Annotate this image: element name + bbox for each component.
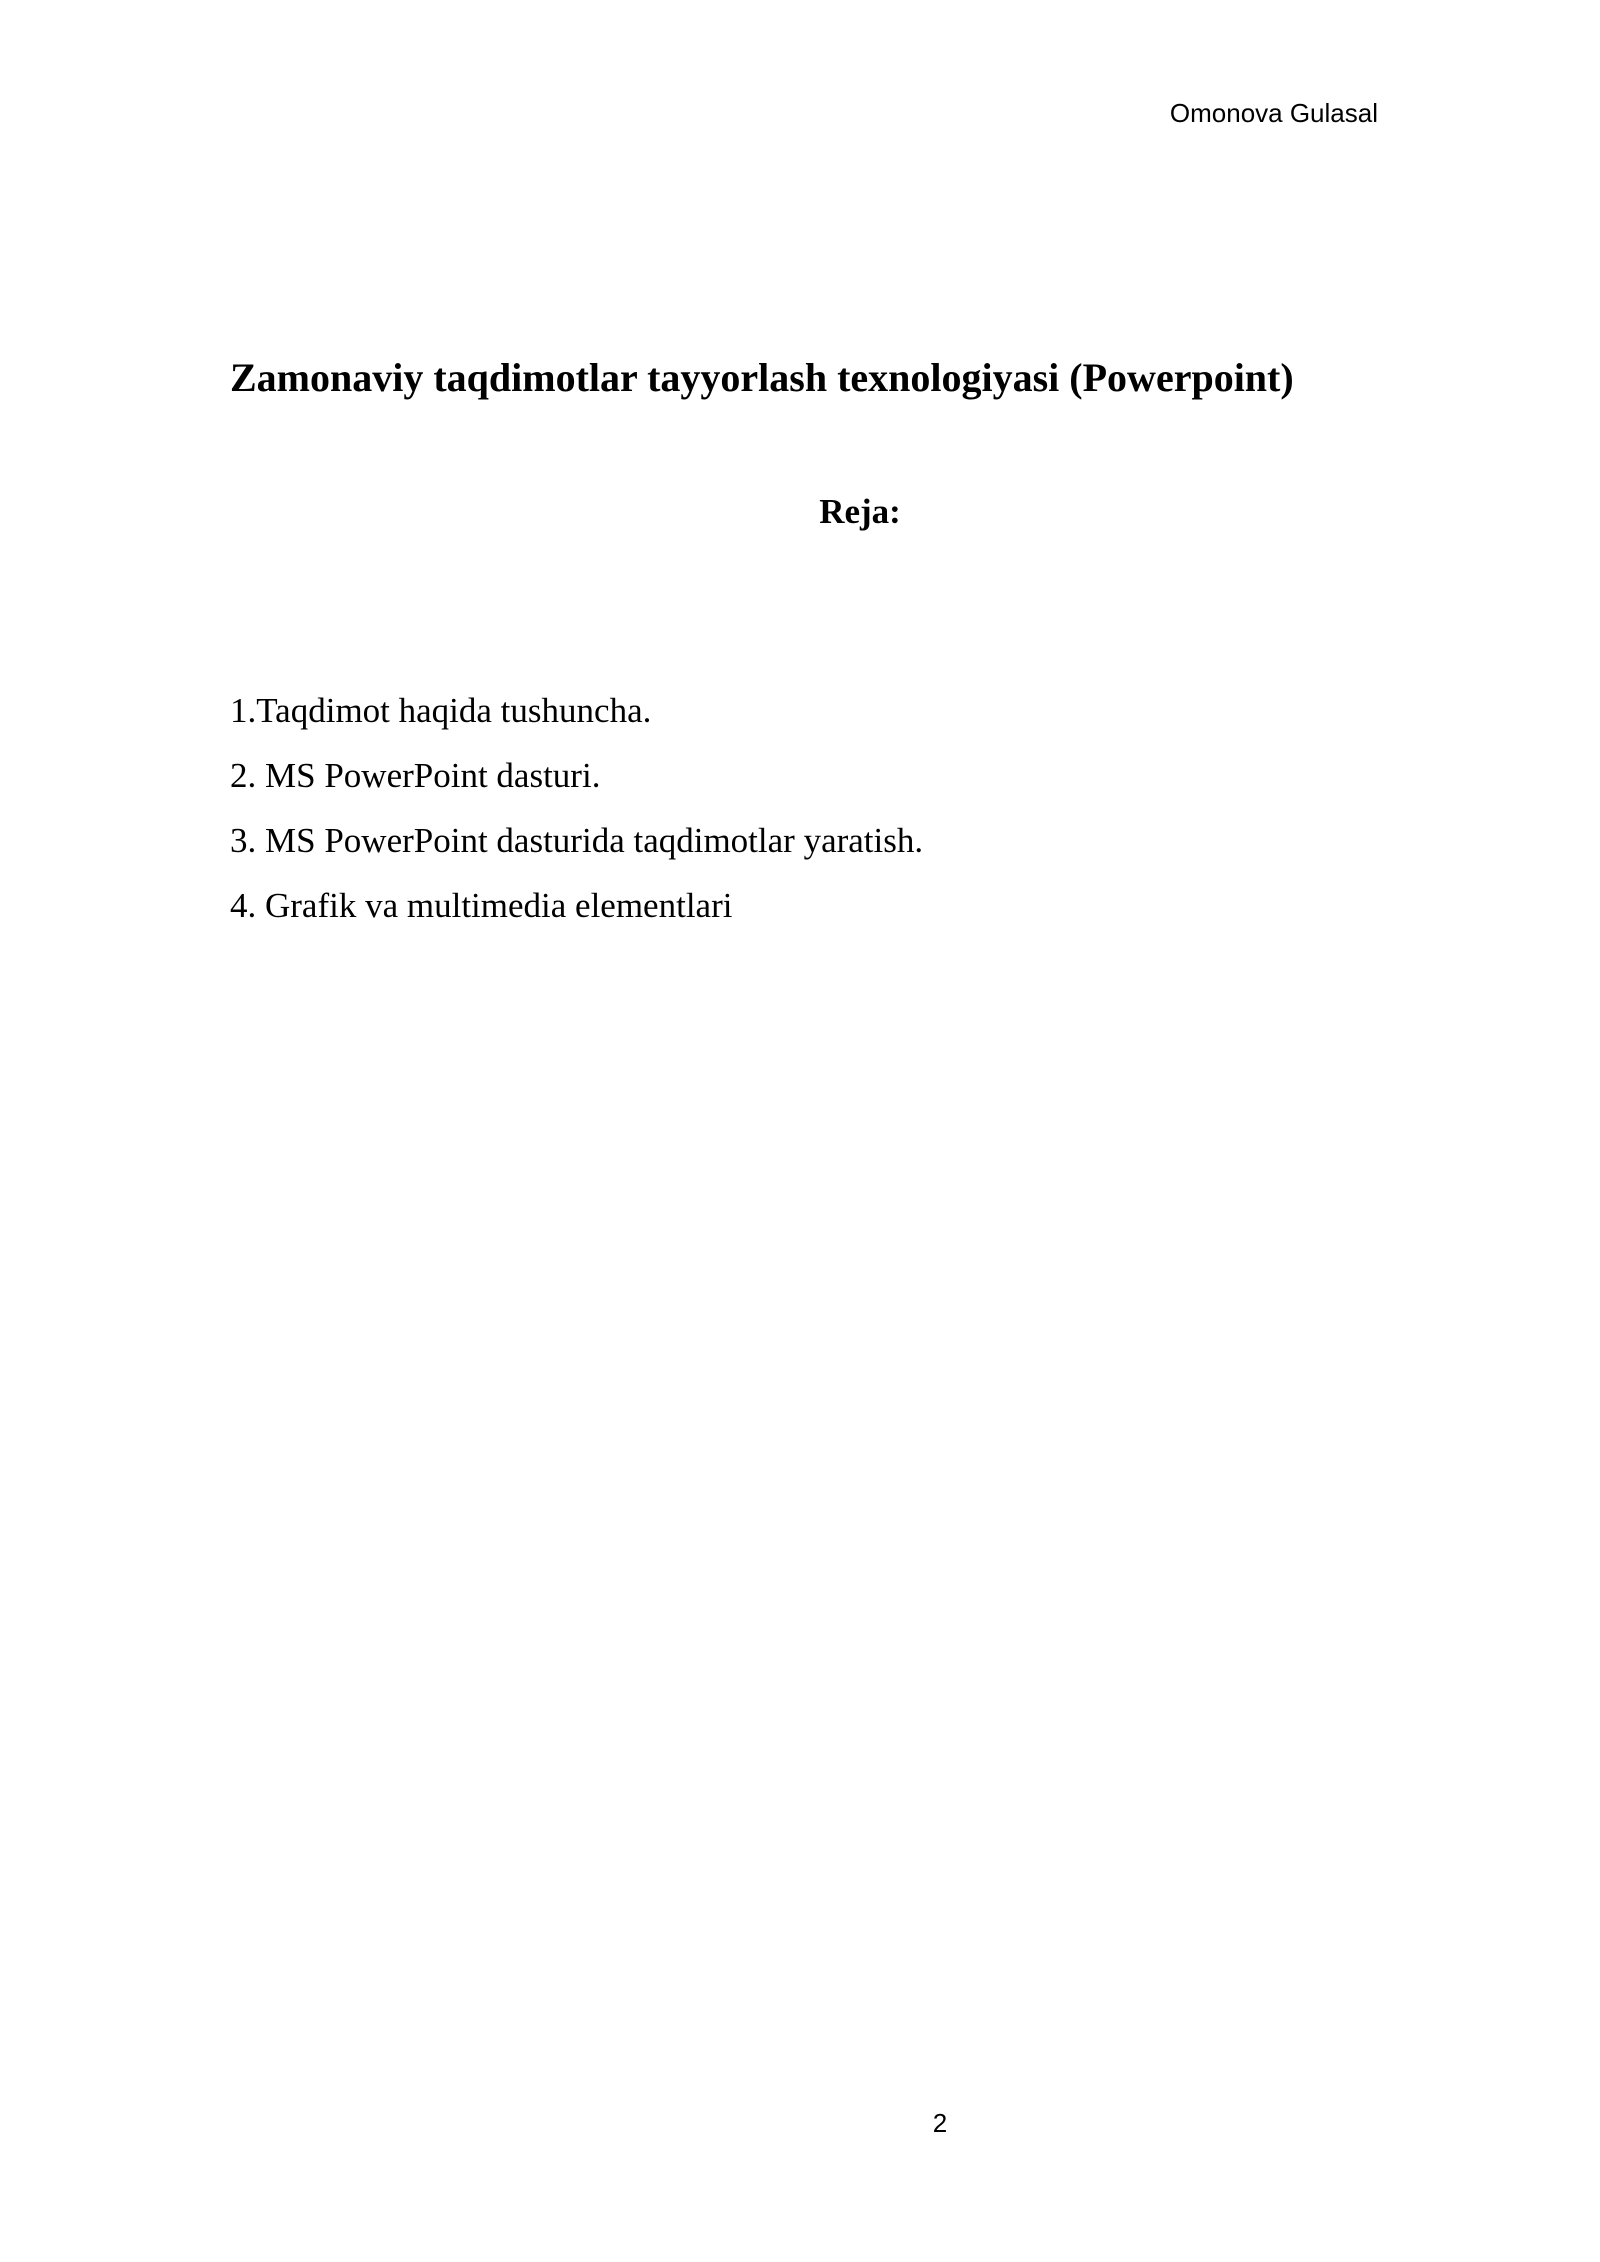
plan-item: 2. MS PowerPoint dasturi. — [230, 756, 601, 795]
plan-item: 4. Grafik va multimedia elementlari — [230, 886, 733, 925]
page-number: 2 — [932, 2108, 948, 2138]
plan-heading: Reja: — [819, 492, 901, 531]
plan-item: 3. MS PowerPoint dasturida taqdimotlar yaratish. — [230, 821, 924, 860]
document-title: Zamonaviy taqdimotlar tayyorlash texnologiyasi (Powerpoint) — [230, 355, 1294, 400]
plan-list — [230, 686, 923, 946]
plan-item: 1.Taqdimot haqida tushuncha. — [230, 691, 652, 730]
header-author-name: Omonova Gulasal — [1169, 98, 1378, 128]
